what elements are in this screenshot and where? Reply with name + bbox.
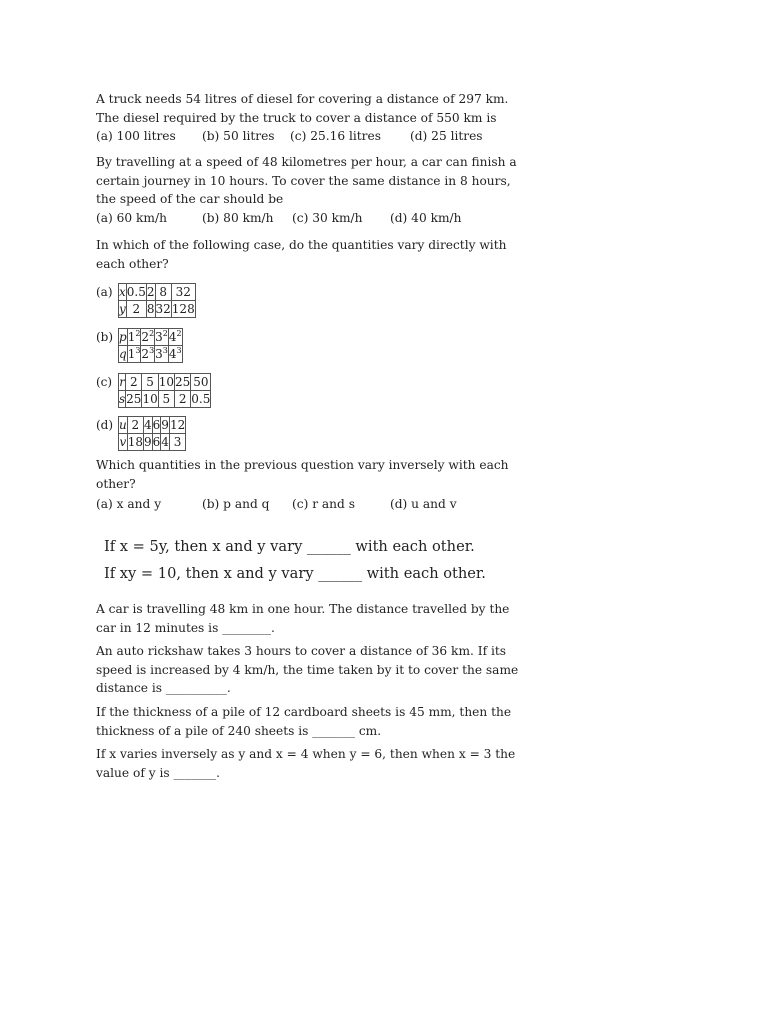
question-inverse-xy (96, 745, 516, 782)
value-cell: 25 (126, 392, 142, 406)
value-cell: 2 (126, 374, 142, 391)
question-line: value of y is _______. (96, 765, 221, 780)
var-cell: s (119, 392, 126, 406)
value-cell: 0.5 (126, 285, 146, 299)
value-cell: 4 (161, 435, 169, 449)
table-row (119, 346, 183, 363)
option-a: (a) 60 km/h (96, 210, 167, 225)
table-row (119, 434, 186, 451)
question-line: other? (96, 476, 136, 491)
option-a: (a) 100 litres (96, 129, 176, 143)
question-cardboard-pile (96, 703, 512, 740)
option-a: (a) x and y (96, 497, 162, 511)
question-line: certain journey in 10 hours. To cover the same distance in 8 hours, (96, 173, 511, 188)
question-line: the speed of the car should be (96, 192, 284, 206)
question-line: If x varies inversely as y and x = 4 when y = 6, then when x = 3 the (96, 747, 516, 761)
value-cell: 12 (169, 418, 186, 432)
value-cell: 8 (146, 302, 155, 316)
value-cell: 10 (142, 392, 158, 406)
value-cell: 2 (127, 417, 143, 434)
value-cell: 9 (161, 418, 169, 432)
var-cell: x (119, 285, 126, 299)
value-cell: $1^3$ (127, 346, 141, 361)
question-line: The diesel required by the truck to cover a distance of 550 km is (96, 110, 497, 125)
value-cell: 10 (158, 375, 175, 389)
value-cell: 2 (146, 285, 155, 299)
var-cell: p (119, 330, 127, 344)
option-c: (c) 25.16 litres (290, 129, 381, 143)
value-cell: $2^2$ (141, 329, 155, 344)
fill-line: If xy = 10, then x and y vary ______ with each other. (104, 565, 486, 582)
question-line: distance is __________. (96, 681, 231, 695)
question-direct-variation (96, 236, 507, 273)
table-row (119, 301, 196, 318)
option-d: (d) 25 litres (410, 129, 483, 143)
value-table (118, 373, 211, 408)
question-line: A truck needs 54 litres of diesel for covering a distance of 297 km. (96, 92, 509, 106)
option-b: (b) 80 km/h (202, 210, 274, 225)
value-cell: 3 (169, 434, 185, 451)
value-cell: 18 (127, 435, 144, 449)
value-cell: 25 (175, 375, 191, 389)
question-truck-diesel (96, 90, 509, 146)
value-table (118, 328, 183, 363)
value-table (118, 283, 196, 318)
value-cell: $1^2$ (127, 329, 141, 344)
value-cell: $4^3$ (168, 346, 182, 361)
question-line: speed is increased by 4 km/h, the time taken by it to cover the same (96, 662, 519, 677)
table-label: (c) (96, 375, 113, 389)
value-cell: 5 (158, 391, 174, 408)
question-line: If the thickness of a pile of 12 cardboard sheets is 45 mm, then the (96, 705, 512, 719)
var-cell: v (119, 435, 127, 449)
option-b: (b) p and q (202, 497, 270, 511)
question-auto-rickshaw (96, 642, 519, 698)
value-cell: 50 (191, 374, 211, 391)
value-cell: 32 (171, 284, 195, 301)
answer-options (96, 127, 496, 146)
var-cell: q (119, 347, 127, 361)
table-label: (b) (96, 330, 114, 344)
question-line: By travelling at a speed of 48 kilometres per hour, a car can finish a (96, 155, 517, 169)
value-cell: 2 (175, 391, 191, 408)
value-cell: 2 (126, 301, 146, 318)
value-cell: 6 (152, 418, 161, 432)
value-cell: $2^3$ (141, 346, 155, 361)
option-d: (d) 40 km/h (390, 210, 462, 225)
value-cell: 0.5 (191, 392, 211, 406)
value-cell: 4 (144, 418, 152, 432)
value-cell: 8 (155, 284, 171, 301)
question-line: In which of the following case, do the quantities vary directly with (96, 238, 507, 252)
question-line: An auto rickshaw takes 3 hours to cover a distance of 36 km. If its (96, 644, 507, 658)
value-cell: $4^2$ (168, 329, 182, 344)
question-line: Which quantities in the previous question vary inversely with each (96, 458, 509, 472)
option-c: (c) r and s (292, 497, 355, 511)
var-cell: u (119, 418, 127, 432)
question-car-distance (96, 600, 510, 637)
answer-options (96, 209, 496, 228)
table-row (119, 374, 211, 391)
value-cell: $3^3$ (155, 346, 168, 361)
value-cell: 6 (152, 435, 161, 449)
table-label: (d) (96, 418, 114, 432)
option-b: (b) 50 litres (202, 129, 275, 143)
question-line: each other? (96, 256, 169, 271)
table-row (119, 391, 211, 408)
question-line: car in 12 minutes is ________. (96, 620, 275, 635)
table-row (119, 417, 186, 434)
value-cell: 9 (144, 435, 152, 449)
value-cell: $3^2$ (155, 329, 168, 344)
table-row (119, 284, 196, 301)
question-inverse-variation (96, 456, 509, 514)
var-cell: r (119, 375, 125, 389)
value-cell: 128 (171, 302, 195, 316)
var-cell: y (119, 302, 126, 316)
question-car-speed (96, 153, 517, 227)
value-cell: 32 (155, 302, 171, 316)
fill-in-blanks-variation (104, 533, 504, 587)
option-c: (c) 30 km/h (292, 210, 363, 225)
value-cell: 5 (142, 374, 158, 391)
question-line: thickness of a pile of 240 sheets is _______ cm. (96, 723, 382, 738)
table-label: (a) (96, 285, 113, 299)
value-table (118, 416, 186, 451)
fill-line: If x = 5y, then x and y vary ______ with each other. (104, 538, 475, 555)
question-line: A car is travelling 48 km in one hour. The distance travelled by the (96, 602, 510, 616)
table-row (119, 329, 183, 346)
option-d: (d) u and v (390, 497, 457, 511)
answer-options (96, 495, 496, 514)
